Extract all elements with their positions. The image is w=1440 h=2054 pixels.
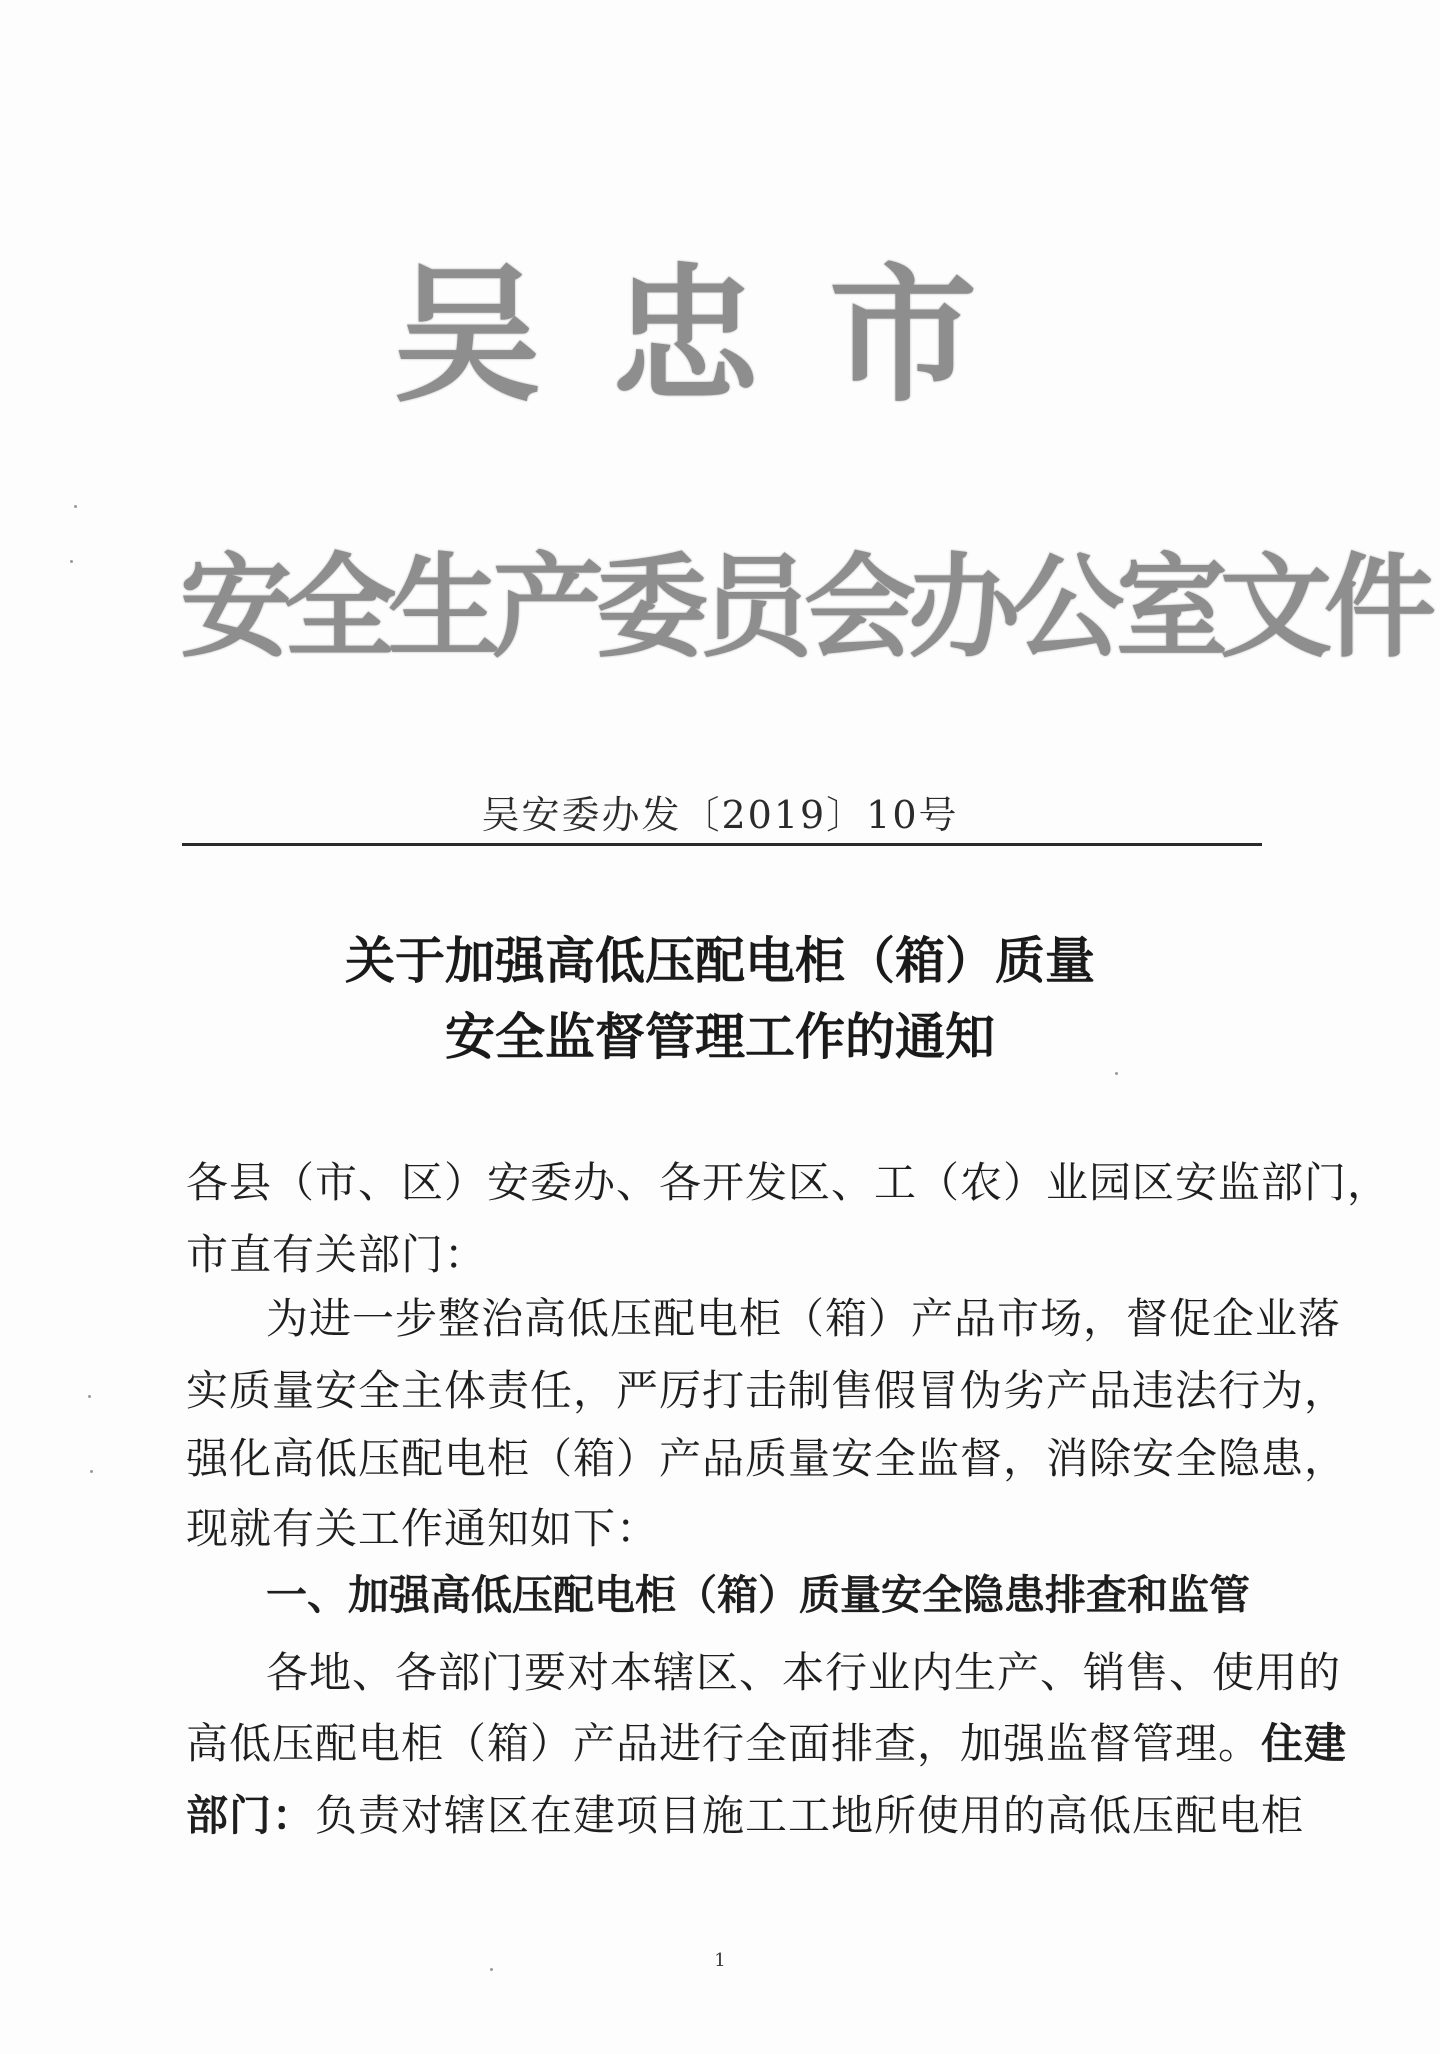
section-1-line-2 <box>186 1719 1348 1768</box>
letterhead-office: 安全生产委员会办公室文件 <box>180 543 1428 673</box>
section-1-line-3-text: 负责对辖区在建项目施工工地所使用的高低压配电柜 <box>315 1791 1305 1840</box>
intro-line-4: 现就有关工作通知如下： <box>186 1504 660 1553</box>
recipients-line-2: 市直有关部门： <box>186 1230 488 1279</box>
scan-speck <box>70 560 73 563</box>
header-divider <box>182 843 1262 846</box>
scan-speck <box>88 1395 91 1398</box>
page-number: 1 <box>714 1950 726 1971</box>
document-title-line-2: 安全监督管理工作的通知 <box>445 1007 995 1066</box>
intro-line-3: 强化高低压配电柜（箱）产品质量安全监督，消除安全隐患， <box>186 1434 1348 1483</box>
scan-speck <box>90 1470 93 1473</box>
intro-line-2: 实质量安全主体责任，严厉打击制售假冒伪劣产品违法行为， <box>186 1366 1348 1415</box>
intro-line-1: 为进一步整治高低压配电柜（箱）产品市场，督促企业落 <box>266 1294 1342 1343</box>
section-1-line-1: 各地、各部门要对本辖区、本行业内生产、销售、使用的 <box>266 1648 1342 1697</box>
section-1-heading: 一、加强高低压配电柜（箱）质量安全隐患排查和监管 <box>266 1571 1250 1619</box>
document-title-line-1: 关于加强高低压配电柜（箱）质量 <box>345 931 1095 990</box>
letterhead-city: 吴忠市 <box>393 250 1047 422</box>
document-number: 吴安委办发〔2019〕10号 <box>481 793 959 837</box>
section-1-line-2-bold: 住建 <box>1261 1719 1348 1768</box>
section-1-line-3-bold: 部门： <box>186 1791 316 1840</box>
section-1-line-2-text: 高低压配电柜（箱）产品进行全面排查，加强监督管理。 <box>186 1719 1262 1768</box>
scan-speck <box>490 1968 493 1971</box>
section-1-line-3 <box>186 1791 1305 1840</box>
scan-speck <box>74 505 77 508</box>
scan-speck <box>1115 1072 1118 1075</box>
recipients-line-1: 各县（市、区）安委办、各开发区、工（农）业园区安监部门， <box>186 1158 1391 1207</box>
